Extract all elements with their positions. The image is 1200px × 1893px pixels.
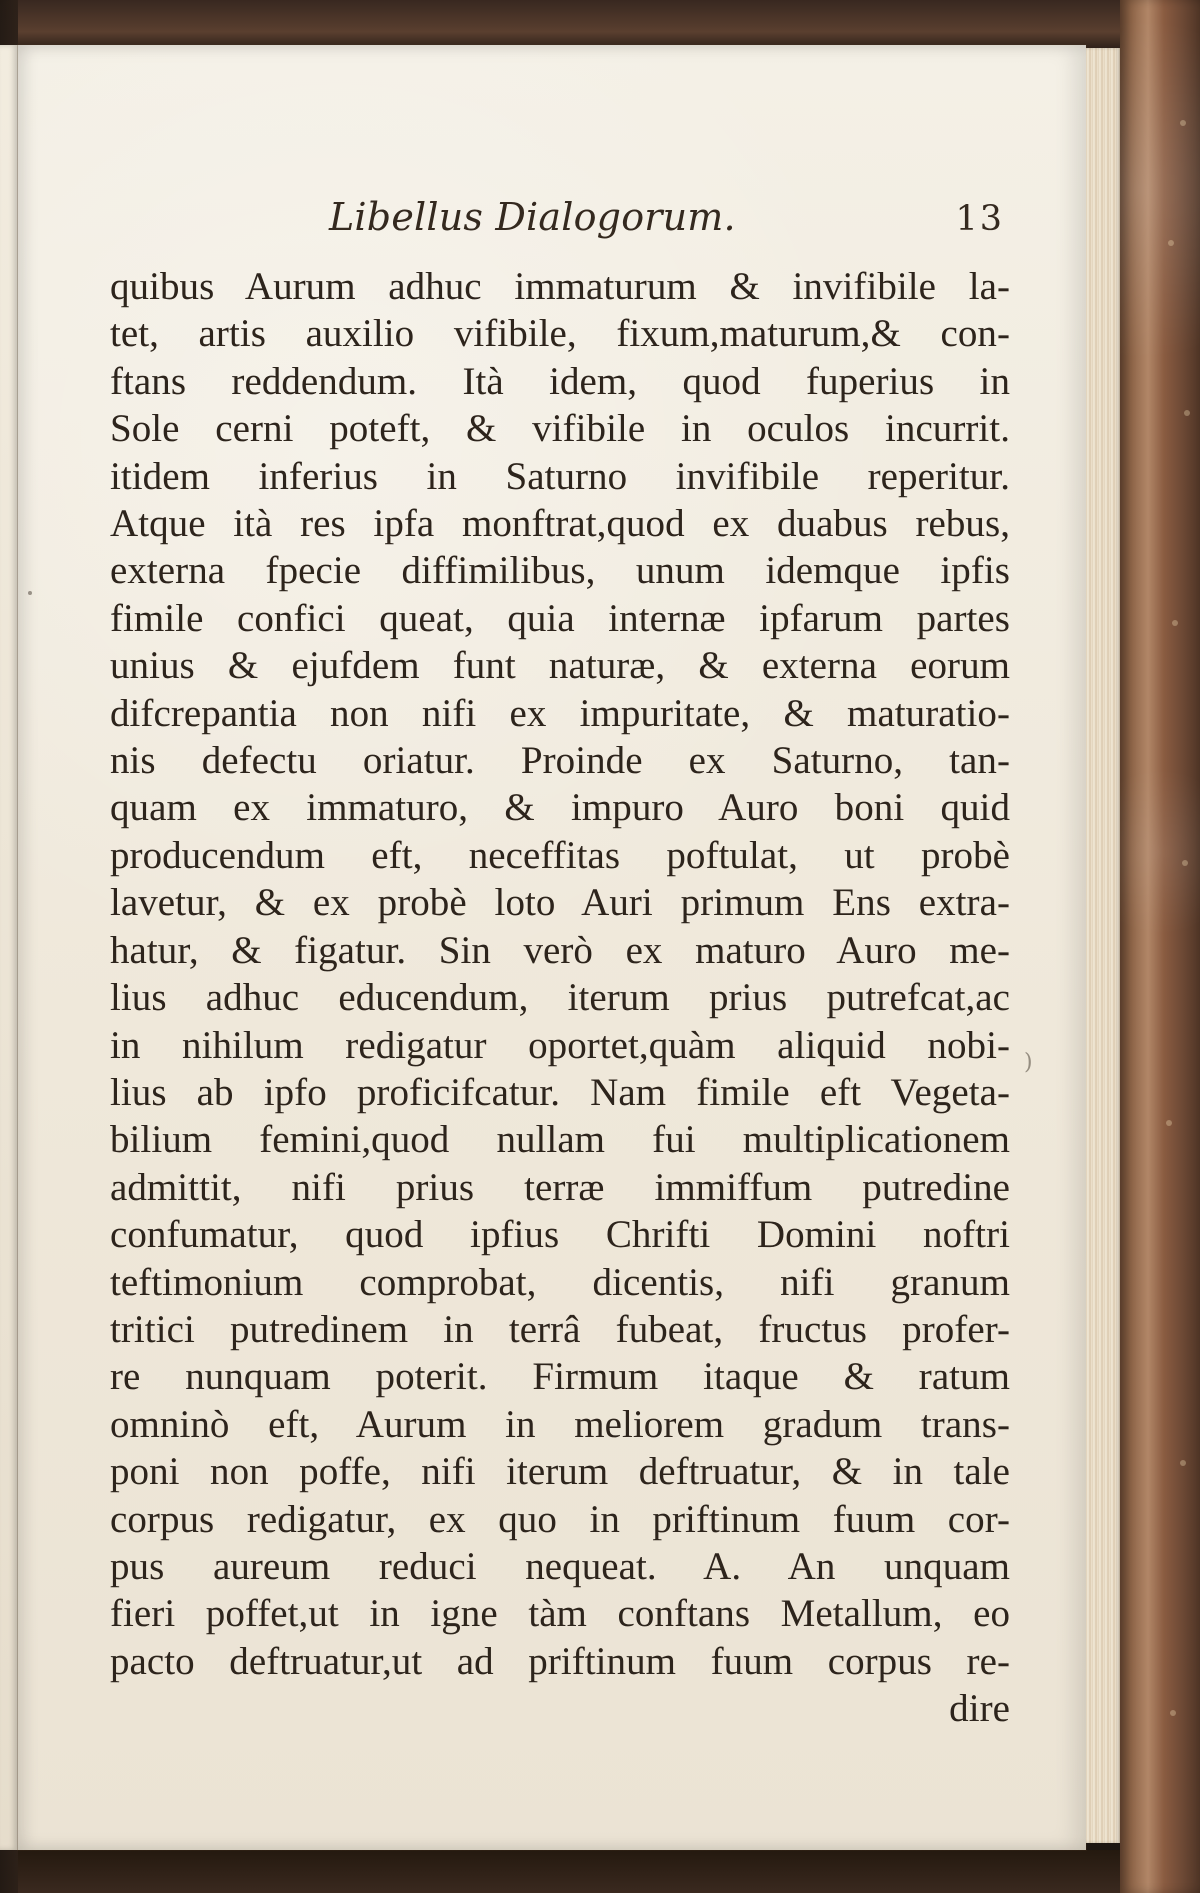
text-line: fimile confici queat, quia internæ ipfarum partes — [110, 596, 1010, 640]
text-line: quam ex immaturo, & impuro Auro boni quid — [110, 786, 1010, 830]
cover-top-edge — [18, 0, 1120, 49]
cover-speckle — [1184, 410, 1190, 416]
text-line: pus aureum reduci nequeat. A. An unquam — [110, 1544, 1010, 1588]
text-line: lavetur, & ex probè loto Auri primum Ens extra- — [110, 881, 1010, 925]
text-line: lius ab ipfo proficifcatur. Nam fimile eft Vegeta- — [110, 1070, 1010, 1114]
page-number: 13 — [955, 199, 1004, 239]
cover-speckle — [1180, 120, 1186, 126]
text-line: Atque ità res ipfa monftrat,quod ex duabus rebus, — [110, 502, 1010, 546]
book-page — [18, 45, 1086, 1850]
text-line: admittit, nifi prius terræ immiffum putredine — [110, 1165, 1010, 1209]
text-line: corpus redigatur, ex quo in priftinum fuum cor- — [110, 1497, 1010, 1541]
text-line: re nunquam poterit. Firmum itaque & ratum — [110, 1355, 1010, 1399]
margin-mark — [28, 591, 32, 595]
cover-speckle — [1168, 240, 1174, 246]
text-line: in nihilum redigatur oportet,quàm aliquid nobi- — [110, 1023, 1010, 1067]
cover-speckle — [1170, 1710, 1176, 1716]
page-edge-stack — [1086, 48, 1120, 1843]
cover-speckle — [1172, 620, 1178, 626]
text-line: dire — [949, 1687, 1010, 1731]
text-line: Sole cerni poteft, & vifibile in oculos incurrit. — [110, 407, 1010, 451]
page-text-block — [110, 195, 1010, 1733]
text-line: tritici putredinem in terrâ fubeat, fructus profer- — [110, 1307, 1010, 1351]
text-line: poni non poffe, nifi iterum deftruatur, & in tale — [110, 1450, 1010, 1494]
text-line: lius adhuc educendum, iterum prius putrefcat,ac — [110, 976, 1010, 1020]
margin-bracket-mark: ) — [1024, 1050, 1033, 1075]
text-line: omninò eft, Aurum in meliorem gradum trans- — [110, 1402, 1010, 1446]
cover-speckle — [1182, 860, 1188, 866]
left-page-edge — [0, 45, 18, 1850]
running-title: Libellus Dialogorum. — [329, 195, 736, 239]
text-line: bilium femini,quod nullam fui multiplicationem — [110, 1118, 1010, 1162]
text-line: quibus Aurum adhuc immaturum & invifibile la- — [110, 265, 1010, 308]
text-line: pacto deftruatur,ut ad priftinum fuum corpus re- — [110, 1639, 1010, 1683]
text-line: producendum eft, neceffitas poftulat, ut probè — [110, 833, 1010, 877]
text-line: confumatur, quod ipfius Chrifti Domini noftri — [110, 1213, 1010, 1257]
text-line: difcrepantia non nifi ex impuritate, & maturatio- — [110, 691, 1010, 735]
body-text — [110, 263, 1010, 1733]
text-line: teftimonium comprobat, dicentis, nifi granum — [110, 1260, 1010, 1304]
text-line: tet, artis auxilio vifibile, fixum,maturum,& con- — [110, 312, 1010, 356]
text-line: fieri poffet,ut in igne tàm conftans Metallum, eo — [110, 1592, 1010, 1636]
cover-speckle — [1166, 1120, 1172, 1126]
text-line: externa fpecie diffimilibus, unum idemque ipfis — [110, 549, 1010, 593]
text-line: hatur, & figatur. Sin verò ex maturo Auro me- — [110, 928, 1010, 972]
text-line: itidem inferius in Saturno invifibile reperitur. — [110, 454, 1010, 498]
leather-cover-edge — [1120, 0, 1200, 1893]
text-line: unius & ejufdem funt naturæ, & externa eorum — [110, 644, 1010, 688]
cover-bottom-edge — [18, 1850, 1120, 1893]
cover-speckle — [1180, 1460, 1186, 1466]
text-line: nis defectu oriatur. Proinde ex Saturno, tan- — [110, 739, 1010, 783]
text-line: ftans reddendum. Ità idem, quod fuperius in — [110, 359, 1010, 403]
running-head — [110, 195, 1010, 253]
